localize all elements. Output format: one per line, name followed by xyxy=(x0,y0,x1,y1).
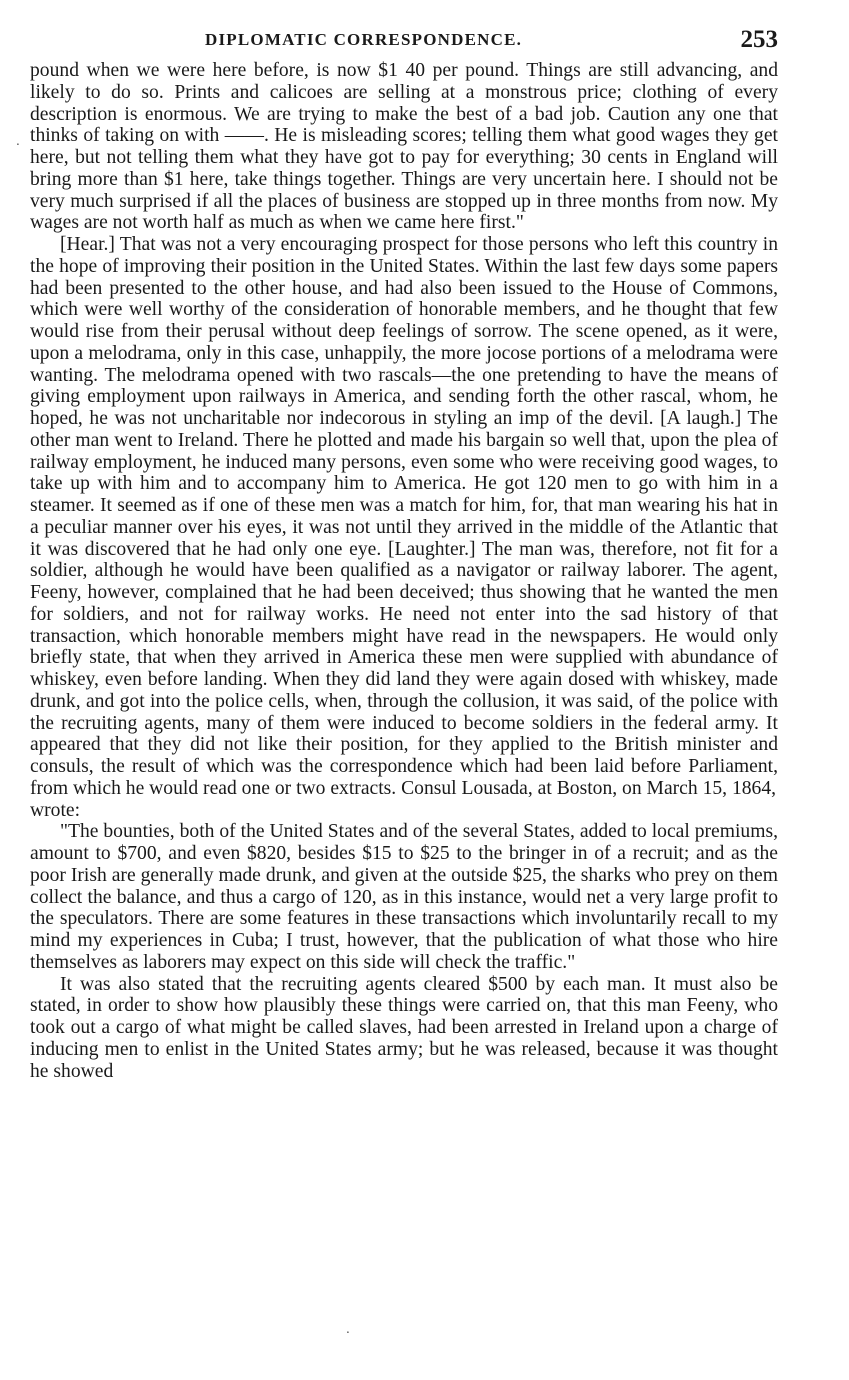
paragraph-letter-continuation: pound when we were here before, is now $1 40 per pound. Things are still advancing, and likely to do so. Prints and calicoes are selling at a monstrous price; clothing of every description is enormous. We are trying to make the best of a bad job. Caution any one that thinks of taking on with ——. He is misleading scores; telling them what good wages they get here, but not telling them what they have got to pay for everything; 30 cents in England will bring more than $1 here, take things together. Things are very uncertain here. I should not be very much surprised if all the places of business are stopped up in three months from now. My wages are not worth half as much as when we came here first." xyxy=(30,60,778,234)
paragraph-speech: [Hear.] That was not a very encouraging prospect for those persons who left this country in the hope of improving their position in the United States. Within the last few days some papers had been presented to the other house, and had also been issued to the House of Commons, which were well worthy of the consideration of honorable members, and he thought that few would rise from their perusal without deep feelings of sorrow. The scene opened, as it were, upon a melodrama, only in this case, unhappily, the more jocose portions of a melodrama were wanting. The melodrama opened with two rascals—the one pretending to have the means of giving employment upon railways in America, and sending forth the other rascal, whom, he hoped, he was not uncharitable nor indecorous in styling an imp of the devil. [A laugh.] The other man went to Ireland. There he plotted and made his bargain so well that, upon the plea of railway employment, he induced many persons, even some who were receiving good wages, to take up with him and to accompany him to America. He got 120 men to go with him in a steamer. It seemed as if one of these men was a match for him, for, that man wearing his hat in a peculiar manner over his eyes, it was not until they arrived in the middle of the Atlantic that it was discovered that he had only one eye. [Laughter.] The man was, therefore, not fit for a soldier, although he would have been qualified as a navigator or railway laborer. The agent, Feeny, however, complained that he had been deceived; thus showing that he wanted the men for soldiers, and not for railway works. He need not enter into the sad history of that transaction, which honorable members might have read in the newspapers. He would only briefly state, that when they arrived in America these men were supplied with abundance of whiskey, even before landing. When they did land they were again dosed with whiskey, made drunk, and got into the police cells, when, through the collusion, it was said, of the police with the recruiting agents, many of them were induced to become soldiers in the federal army. It appeared that they did not like their position, for they applied to the British minister and consuls, the result of which was the correspondence which had been laid before Parliament, from which he would read one or two extracts. Consul Lousada, at Boston, on March 15, 1864, xyxy=(30,234,778,799)
stray-print-mark: . xyxy=(346,1322,350,1336)
paragraph-recruiting-agents: It was also stated that the recruiting agents cleared $500 by each man. It must also be stated, in order to show how plausibly these things were carried on, that this man Feeny, who took out a cargo of what might be called slaves, had been arrested in Ireland upon a charge of inducing men to enlist in the United States army; but he was released, because it was thought he showed xyxy=(30,973,778,1082)
running-head xyxy=(30,26,778,60)
paragraph-wrote: wrote: xyxy=(30,799,81,821)
paragraph-consul-quote: "The bounties, both of the United States and of the several States, added to local premiums, amount to $700, and even $820, besides $15 to $25 to the bringer in of a recruit; and as the poor Irish are generally made drunk, and given at the outside $25, the sharks who prey on them collect the balance, and thus a cargo of 120, as in this instance, would net a very large profit to the speculators. There are some features in these transactions which involuntarily recall to my mind my experiences in Cuba; I trust, however, that the publication of what those who hire themselves as laborers may expect on this side will check the traffic." xyxy=(30,821,778,973)
body-text xyxy=(30,60,778,1082)
running-title: DIPLOMATIC CORRESPONDENCE. xyxy=(205,30,523,49)
stray-print-mark: . xyxy=(16,134,20,148)
page xyxy=(30,26,778,1082)
page-number: 253 xyxy=(740,26,778,53)
